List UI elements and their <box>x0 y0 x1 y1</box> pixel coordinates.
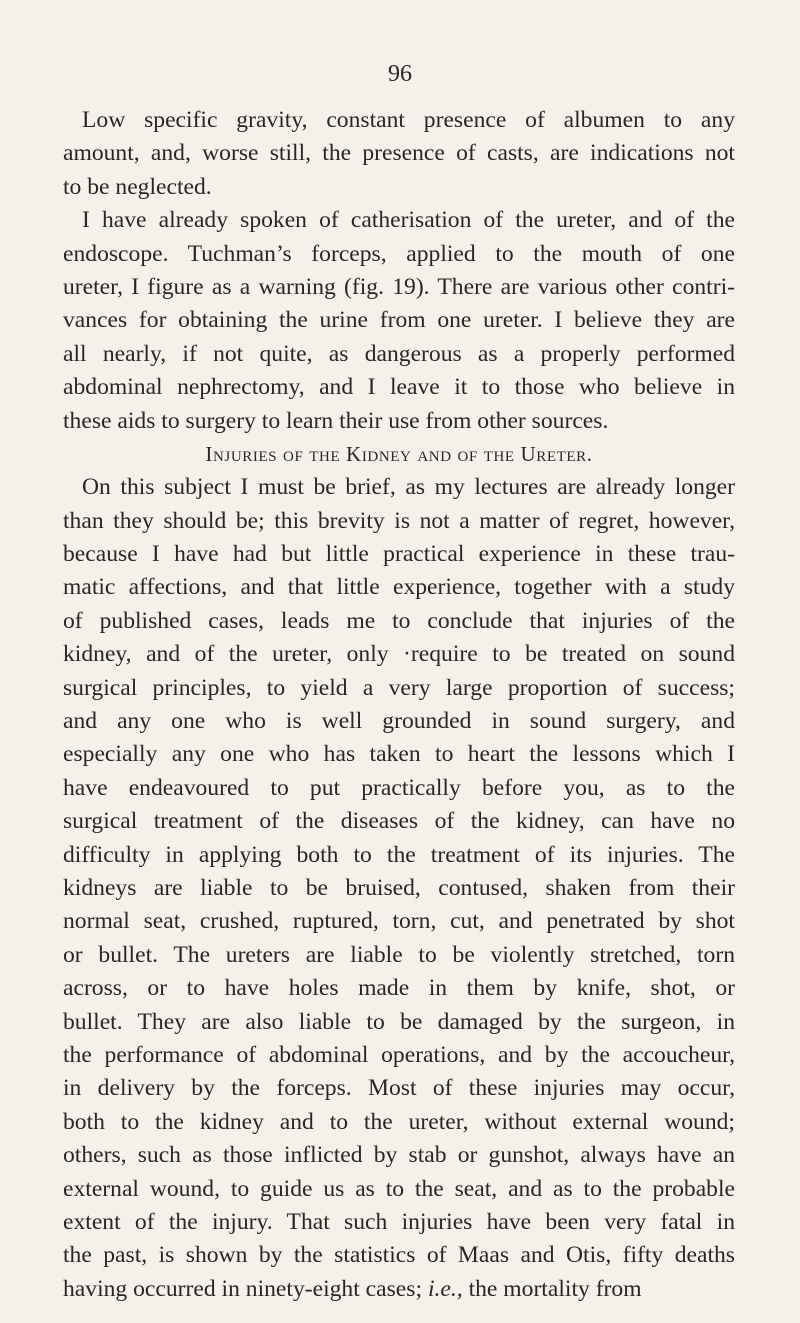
section-heading: Injuries of the Kidney and of the Ureter. <box>205 441 593 466</box>
text-line: all nearly, if not quite, as dangerous as a properly performed <box>63 340 735 367</box>
text-line: normal seat, crushed, ruptured, torn, cut, and penetrated by shot <box>63 908 735 935</box>
text-line: extent of the injury. That such injuries have been very fatal in <box>63 1208 735 1235</box>
text-line: ureter, I figure as a warning (fig. 19). There are various other contri- <box>63 273 735 300</box>
text-line: difficulty in applying both to the treatment of its injuries. The <box>63 841 735 868</box>
text-line: endoscope. Tuchman’s forceps, applied to the mouth of one <box>63 240 735 267</box>
text-line: external wound, to guide us as to the seat, and as to the probable <box>63 1175 735 1202</box>
text-line: or bullet. The ureters are liable to be violently stretched, torn <box>63 941 735 968</box>
text-line: across, or to have holes made in them by knife, shot, or <box>63 975 735 1002</box>
text-line: have endeavoured to put practically before you, as to the <box>63 774 735 801</box>
page-number: 96 <box>388 61 412 87</box>
text-line-final <box>63 1273 735 1306</box>
text-line: the past, is shown by the statistics of Maas and Otis, fifty deaths <box>63 1242 735 1269</box>
text-span: having occurred in ninety-eight cases; <box>63 1275 423 1302</box>
text-line: in delivery by the forceps. Most of these injuries may occur, <box>63 1075 735 1102</box>
text-span: the mortality from <box>468 1275 642 1302</box>
text-line: and any one who is well grounded in sound surgery, and <box>63 708 735 735</box>
text-line: of published cases, leads me to conclude that injuries of the <box>63 607 735 634</box>
text-line: because I have had but little practical experience in these trau- <box>63 541 735 568</box>
italic-abbreviation: i.e., <box>427 1275 463 1302</box>
text-line: kidneys are liable to be bruised, contused, shaken from their <box>63 874 735 901</box>
text-line: On this subject I must be brief, as my lectures are already longer <box>82 474 735 501</box>
paragraph-after-heading <box>63 471 735 1272</box>
text-line: the performance of abdominal operations, and by the accoucheur, <box>63 1041 735 1068</box>
paragraph-before-heading <box>63 104 735 438</box>
text-line: bullet. They are also liable to be damaged by the surgeon, in <box>63 1008 735 1035</box>
text-line: surgical treatment of the diseases of the kidney, can have no <box>63 808 735 835</box>
text-line: to be neglected. <box>63 173 212 200</box>
text-line: I have already spoken of catherisation of the ureter, and of the <box>82 207 735 234</box>
text-line: than they should be; this brevity is not a matter of regret, however, <box>63 507 735 534</box>
text-line: others, such as those inflicted by stab or gunshot, always have an <box>63 1142 735 1169</box>
text-line: these aids to surgery to learn their use from other sources. <box>63 407 609 434</box>
text-line: kidney, and of the ureter, only ·require to be treated on sound <box>63 641 735 668</box>
text-line: abdominal nephrectomy, and I leave it to those who believe in <box>63 374 735 401</box>
text-line: vances for obtaining the urine from one ureter. I believe they are <box>63 307 735 334</box>
text-line: matic affections, and that little experience, together with a study <box>63 574 735 601</box>
text-line: both to the kidney and to the ureter, without external wound; <box>63 1108 735 1135</box>
text-line: amount, and, worse still, the presence of casts, are indications not <box>63 140 735 167</box>
text-line: especially any one who has taken to heart the lessons which I <box>63 741 735 768</box>
text-line: surgical principles, to yield a very large proportion of success; <box>63 674 735 701</box>
body-text <box>63 104 735 1306</box>
text-line: Low specific gravity, constant presence of albumen to any <box>82 107 735 133</box>
